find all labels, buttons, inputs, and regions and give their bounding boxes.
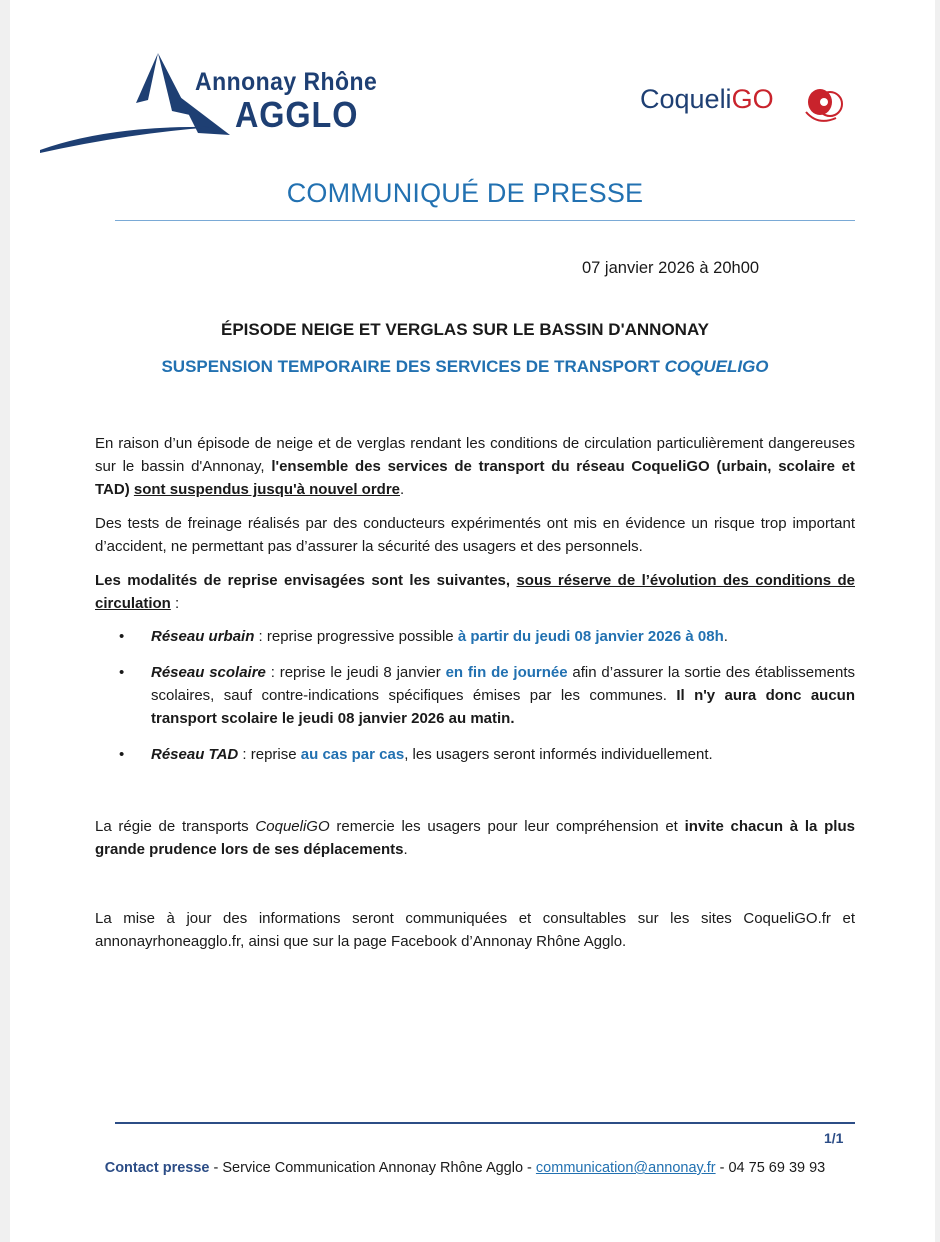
title-divider [115,220,855,221]
list-item: • Réseau urbain : reprise progressive possible à partir du jeudi 08 janvier 2026 à 08h. [95,625,855,648]
resumption-list [95,625,855,779]
paragraph-intro: En raison d’un épisode de neige et de verglas rendant les conditions de circulation particulièrement dangereuses sur le bassin d'Annonay, l'ensemble des services de transport du réseau CoqueliGO (urbain, scolaire et TAD) sont suspendus jusqu'à nouvel ordre. [95,435,855,498]
coqueligo-logo: CoqueliGO [640,84,774,114]
document-page [10,0,935,1242]
list-item: • Réseau TAD : reprise au cas par cas, les usagers seront informés individuellement. [95,743,855,766]
paragraph-tests: Des tests de freinage réalisés par des conducteurs expérimentés ont mis en évidence un risque trop important d’accident, ne permettant pas d’assurer la sécurité des usagers et des personnels. [95,515,855,555]
page-title: COMMUNIQUÉ DE PRESSE [286,178,644,208]
paragraph-updates: La mise à jour des informations seront communiquées et consultables sur les sites CoqueliGO.fr et annonayrhoneagglo.fr, ainsi que sur la page Facebook d’Annonay Rhône Agglo. [95,910,855,950]
paragraph-thanks: La régie de transports CoqueliGO remercie les usagers pour leur compréhension et invite chacun à la plus grande prudence lors de ses déplacements. [95,818,855,858]
paragraph-modalities: Les modalités de reprise envisagées sont les suivantes, sous réserve de l’évolution des conditions de circulation : [95,572,855,612]
list-item: • Réseau scolaire : reprise le jeudi 8 janvier en fin de journée afin d’assurer la sortie des établissements scolaires, sauf contre-indications spécifiques émises par les communes. Il n'y aura donc aucun transport scolaire le jeudi 08 janvier 2026 au matin. [95,661,855,730]
bullet-icon: • [119,746,125,763]
footer-divider [115,1122,855,1124]
bullet-icon: • [119,628,125,645]
press-contact: Contact presse - Service Communication Annonay Rhône Agglo - communication@annonay.fr - 04 75 69 39 93 [104,1160,826,1176]
sub-heading: SUSPENSION TEMPORAIRE DES SERVICES DE TRANSPORT COQUELIGO [161,357,769,376]
bullet-icon: • [119,664,125,681]
poppy-flower-icon [800,82,848,126]
publication-date: 07 janvier 2026 à 20h00 [582,259,760,277]
logo-text-line2: AGGLO [235,94,359,135]
page-number: 1/1 [824,1130,844,1146]
main-heading: ÉPISODE NEIGE ET VERGLAS SUR LE BASSIN D'ANNONAY [221,320,709,339]
logo-text-line1: Annonay Rhône [195,68,378,96]
email-link[interactable]: communication@annonay.fr [535,1160,716,1176]
